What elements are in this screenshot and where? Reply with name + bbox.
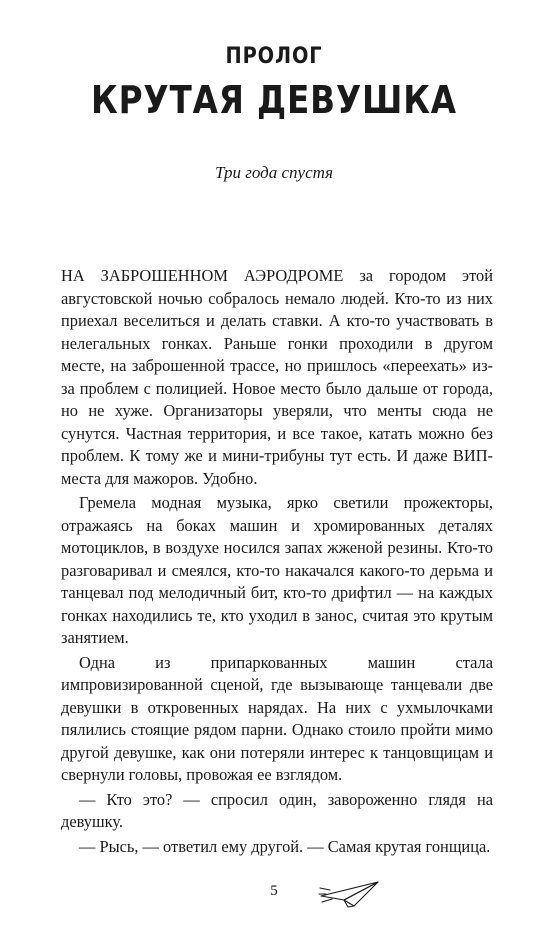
chapter-subtitle: Три года спустя — [214, 163, 334, 182]
paragraph: НА ЗАБРОШЕННОМ АЭРОДРОМЕ за городом этой августовской ночью собралось немало людей. Кто-то из них приехал веселиться и делать ставки. А кто-то участвовать в нелегальных гонках. Раньше гонки проходили в другом месте, на заброшенной трассе, но пришлось «переехать» из-за проблем с полицией. Новое место было дальше от города, но не хуже. Организаторы уверяли, что менты сюда не сунутся. Частная территория, и все такое, катать можно без проблем. К тому же и мини-трибуны тут есть. И даже ВИП-места для мажоров. Удобно. — [61, 266, 493, 488]
paragraph: Гремела модная музыка, ярко светили прожекторы, отражаясь на боках машин и хромированных деталях мотоциклов, в воздухе носился запах жженой резины. Кто-то разговаривал и смеялся, кто-то накачался какого-то дерьма и танцевал под мелодичный бит, кто-то дрифтил — на каждых гонках находились те, кто уходил в занос, считая это крутым занятием. — [61, 493, 493, 647]
chapter-body — [61, 265, 493, 858]
paper-plane-icon — [318, 876, 382, 910]
chapter-title: КРУТАЯ ДЕВУШКА — [91, 78, 457, 122]
page-number: 5 — [270, 883, 278, 899]
chapter-kicker: ПРОЛОГ — [225, 44, 323, 69]
paragraph: Одна из припаркованных машин стала импровизированной сценой, где вызывающе танцевали две девушки в откровенных нарядах. На них с ухмылочками пялились стоящие рядом парни. Однако стоило пройти мимо другой девушке, как они потеряли интерес к танцовщицам и свернули головы, провожая ее взглядом. — [61, 652, 493, 784]
paragraph: — Рысь, — ответил ему другой. — Самая крутая гонщица. — [79, 836, 491, 856]
paragraph: — Кто это? — спросил один, завороженно глядя на девушку. — [61, 789, 493, 831]
